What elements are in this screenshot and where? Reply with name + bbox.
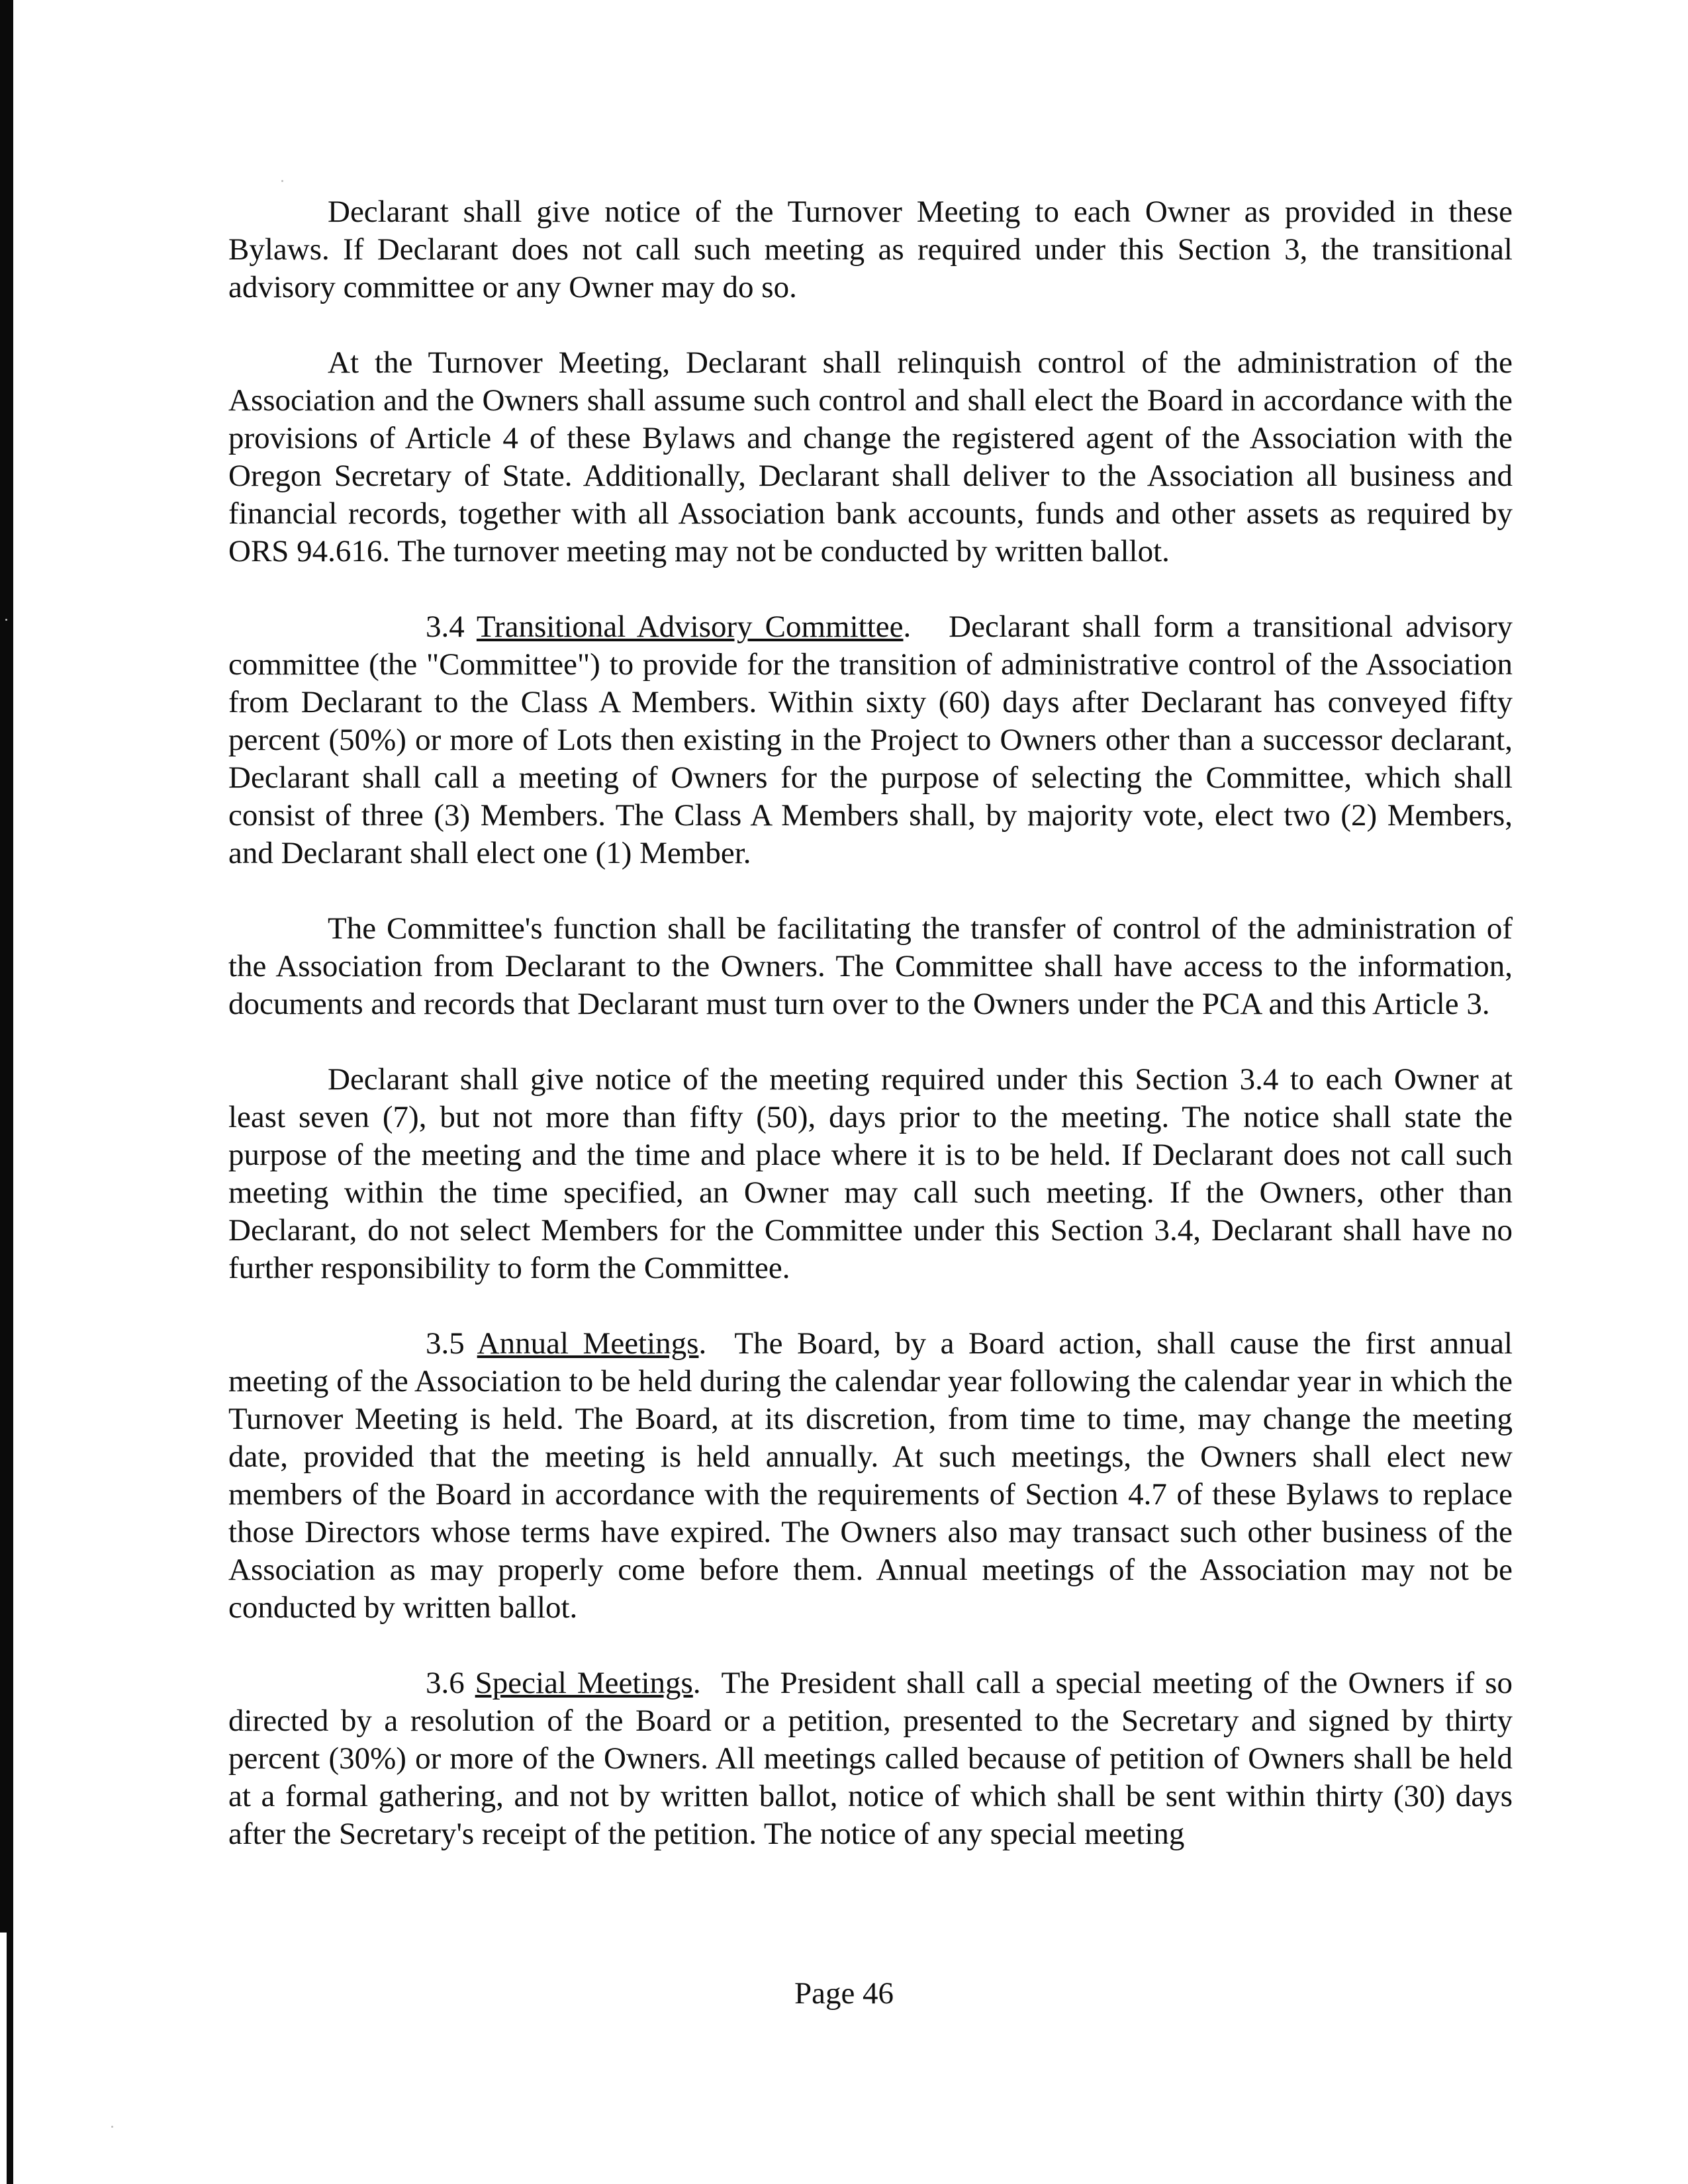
section-number: 3.6 [426, 1666, 465, 1700]
section-3-5: 3.5 Annual Meetings. The Board, by a Board action, shall cause the first annual meeting of the Association to be held during the calendar year following the calendar year in which the Turnover Meeting is held. The Board, at its discretion, from time to time, may change the meeting date, provided that the meeting is held annually. At such meetings, the Owners shall elect new members of the Board in accordance with the requirements of Section 4.7 of these Bylaws to replace those Directors whose terms have expired. The Owners also may transact such other business of the Association as may properly come before them. Annual meetings of the Association may not be conducted by written ballot. [228, 1326, 1513, 1625]
section-number: 3.4 [426, 610, 465, 644]
paragraph-text: Declarant shall give notice of the meeting required under this Section 3.4 to each Owner at least seven (7), but not more than fifty (50), days prior to the meeting. The notice shall state the purpose of the meeting and the time and place where it is to be held. If Declarant does not call such meeting within the time specified, an Owner may call such meeting. If the Owners, other than Declarant, do not select Members for the Committee under this Section 3.4, Declarant shall have no further responsibility to form the Committee. [228, 1062, 1513, 1285]
paragraph-text: The President shall call a special meeting of the Owners if so directed by a resolution of the Board or a petition, presented to the Secretary and signed by thirty percent (30%) or more of the Owners. All meetings called because of petition of Owners shall be held at a formal gathering, and not by written ballot, notice of which shall be sent within thirty (30) days after the Secretary's receipt of the petition. The notice of any special meeting [228, 1666, 1513, 1851]
paragraph-text: Declarant shall give notice of the Turnover Meeting to each Owner as provided in these Bylaws. If Declarant does not call such meeting as required under this Section 3, the transitional advisory committee or any Owner may do so. [228, 195, 1513, 304]
section-number: 3.5 [426, 1326, 465, 1361]
scan-speck [281, 180, 283, 182]
paragraph-turnover-meeting [228, 344, 1513, 570]
scan-speck [111, 2126, 113, 2128]
page-number: Page 46 [794, 1976, 894, 2011]
section-3-6: 3.6 Special Meetings. The President shall call a special meeting of the Owners if so directed by a resolution of the Board or a petition, presented to the Secretary and signed by thirty percent (30%) or more of the Owners. All meetings called because of petition of Owners shall be held at a formal gathering, and not by written ballot, notice of which shall be sent within thirty (30) days after the Secretary's receipt of the petition. The notice of any special meeting [228, 1666, 1513, 1851]
paragraph-committee-notice [228, 1061, 1513, 1287]
section-heading: Annual Meetings [477, 1326, 699, 1361]
paragraph-turnover-notice [228, 193, 1513, 306]
section-heading: Transitional Advisory Committee [476, 610, 904, 644]
paragraph-committee-function [228, 910, 1513, 1023]
scan-edge-gap [0, 1933, 7, 2184]
paragraph-text: The Board, by a Board action, shall cause the first annual meeting of the Association to be held during the calendar year following the calendar year in which the Turnover Meeting is held. The Board, at its discretion, from time to time, may change the meeting date, provided that the meeting is held annually. At such meetings, the Owners shall elect new members of the Board in accordance with the requirements of Section 4.7 of these Bylaws to replace those Directors whose terms have expired. The Owners also may transact such other business of the Association as may properly come before them. Annual meetings of the Association may not be conducted by written ballot. [228, 1326, 1513, 1625]
scan-speck [5, 619, 7, 621]
document-body [228, 193, 1513, 1891]
paragraph-text: At the Turnover Meeting, Declarant shall relinquish control of the administration of the Association and the Owners shall assume such control and shall elect the Board in accordance with the provisions of Article 4 of these Bylaws and change the registered agent of the Association with the Oregon Secretary of State. Additionally, Declarant shall deliver to the Association all business and financial records, together with all Association bank accounts, funds and other assets as required by ORS 94.616. The turnover meeting may not be conducted by written ballot. [228, 345, 1513, 569]
section-heading: Special Meetings [475, 1666, 693, 1700]
scan-edge-shadow [0, 0, 13, 2184]
paragraph-text: Declarant shall form a transitional advisory committee (the "Committee") to provide for the transition of administrative control of the Association from Declarant to the Class A Members. Within sixty (60) days after Declarant has conveyed fifty percent (50%) or more of Lots then existing in the Project to Owners other than a successor declarant, Declarant shall call a meeting of Owners for the purpose of selecting the Committee, which shall consist of three (3) Members. The Class A Members shall, by majority vote, elect two (2) Members, and Declarant shall elect one (1) Member. [228, 610, 1513, 870]
paragraph-text: The Committee's function shall be facilitating the transfer of control of the administration of the Association from Declarant to the Owners. The Committee shall have access to the information, documents and records that Declarant must turn over to the Owners under the PCA and this Article 3. [228, 911, 1513, 1021]
section-3-4: 3.4 Transitional Advisory Committee. Declarant shall form a transitional advisory committee (the "Committee") to provide for the transition of administrative control of the Association from Declarant to the Class A Members. Within sixty (60) days after Declarant has conveyed fifty percent (50%) or more of Lots then existing in the Project to Owners other than a successor declarant, Declarant shall call a meeting of Owners for the purpose of selecting the Committee, which shall consist of three (3) Members. The Class A Members shall, by majority vote, elect two (2) Members, and Declarant shall elect one (1) Member. [228, 610, 1513, 870]
